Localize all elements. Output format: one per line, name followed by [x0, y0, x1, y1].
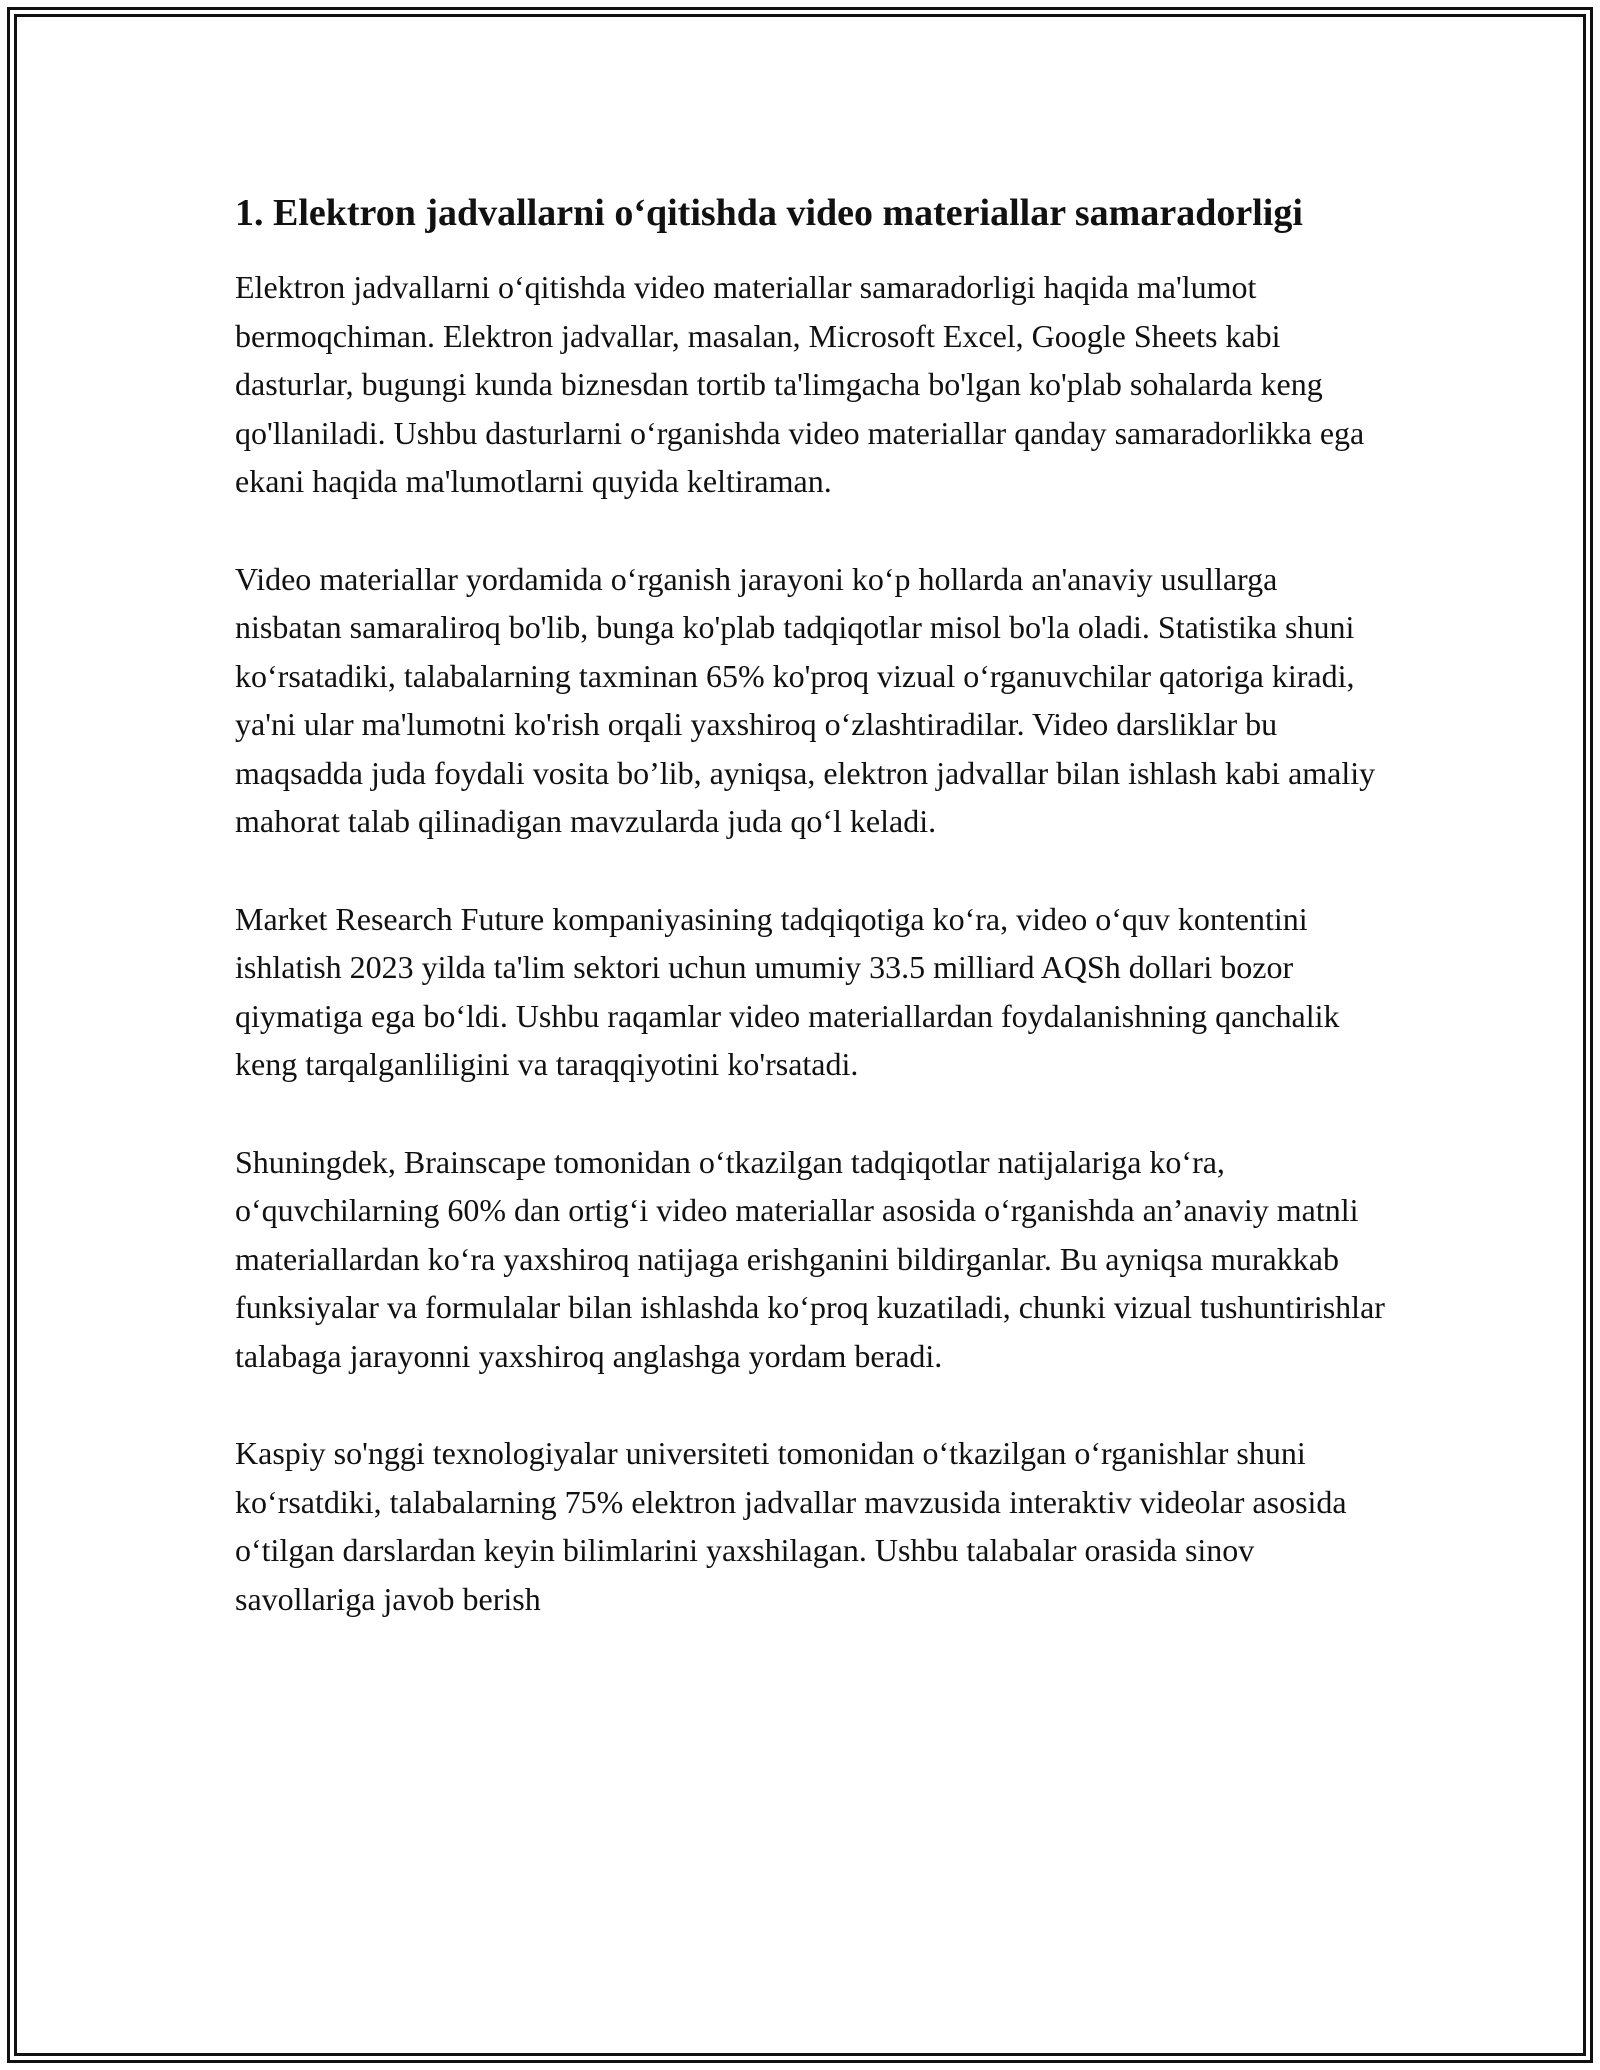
paragraph-visual-learning: Video materiallar yordamida o‘rganish jarayoni ko‘p hollarda an'anaviy usullarga nisbatan samaraliroq bo'lib, bunga ko'plab tadqiqotlar misol bo'la oladi. Statistika shuni ko‘rsatadiki, talabalarning taxminan 65% ko'proq vizual o‘rganuvchilar qatoriga kiradi, ya'ni ular ma'lumotni ko'rish orqali yaxshiroq o‘zlashtiradilar. Video darsliklar bu maqsadda juda foydali vosita bo’lib, ayniqsa, elektron jadvallar bilan ishlash kabi amaliy mahorat talab qilinadigan mavzularda juda qo‘l keladi.	[235, 560, 1376, 839]
section-title: 1. Elektron jadvallarni o‘qitishda video materiallar samaradorligi	[235, 192, 1303, 234]
paragraph-market-research: Market Research Future kompaniyasining tadqiqotiga ko‘ra, video o‘quv kontentini ishlatish 2023 yilda ta'lim sektori uchun umumiy 33.5 milliard AQSh dollari bozor qiymatiga ega bo‘ldi. Ushbu raqamlar video materiallardan foydalanishning qanchalik keng tarqalganliligini va taraqqiyotini ko'rsatadi.	[235, 900, 1340, 1082]
paragraph-brainscape: Shuningdek, Brainscape tomonidan o‘tkazilgan tadqiqotlar natijalariga ko‘ra, o‘quvchilarning 60% dan ortig‘i video materiallar asosida o‘rganishda an’anaviy matnli materiallardan ko‘ra yaxshiroq natijaga erishganini bildirganlar. Bu ayniqsa murakkab funksiyalar va formulalar bilan ishlashda ko‘proq kuzatiladi, chunki vizual tushuntirishlar talabaga jarayonni yaxshiroq anglashga yordam beradi.	[235, 1143, 1385, 1374]
paragraph-kaspiy-university: Kaspiy so'nggi texnologiyalar universiteti tomonidan o‘tkazilgan o‘rganishlar shuni ko‘rsatdiki, talabalarning 75% elektron jadvallar mavzusida interaktiv videolar asosida o‘tilgan darslardan keyin bilimlarini yaxshilagan. Ushbu talabalar orasida sinov savollariga javob berish	[235, 1435, 1347, 1617]
paragraph-intro: Elektron jadvallarni o‘qitishda video materiallar samaradorligi haqida ma'lumot bermoqchiman. Elektron jadvallar, masalan, Microsoft Excel, Google Sheets kabi dasturlar, bugungi kunda biznesdan tortib ta'limgacha bo'lgan ko'plab sohalarda keng qo'llaniladi. Ushbu dasturlarni o‘rganishda video materiallar qanday samaradorlikka ega ekani haqida ma'lumotlarni quyida keltiraman.	[235, 269, 1365, 499]
document-body	[235, 186, 1385, 1672]
